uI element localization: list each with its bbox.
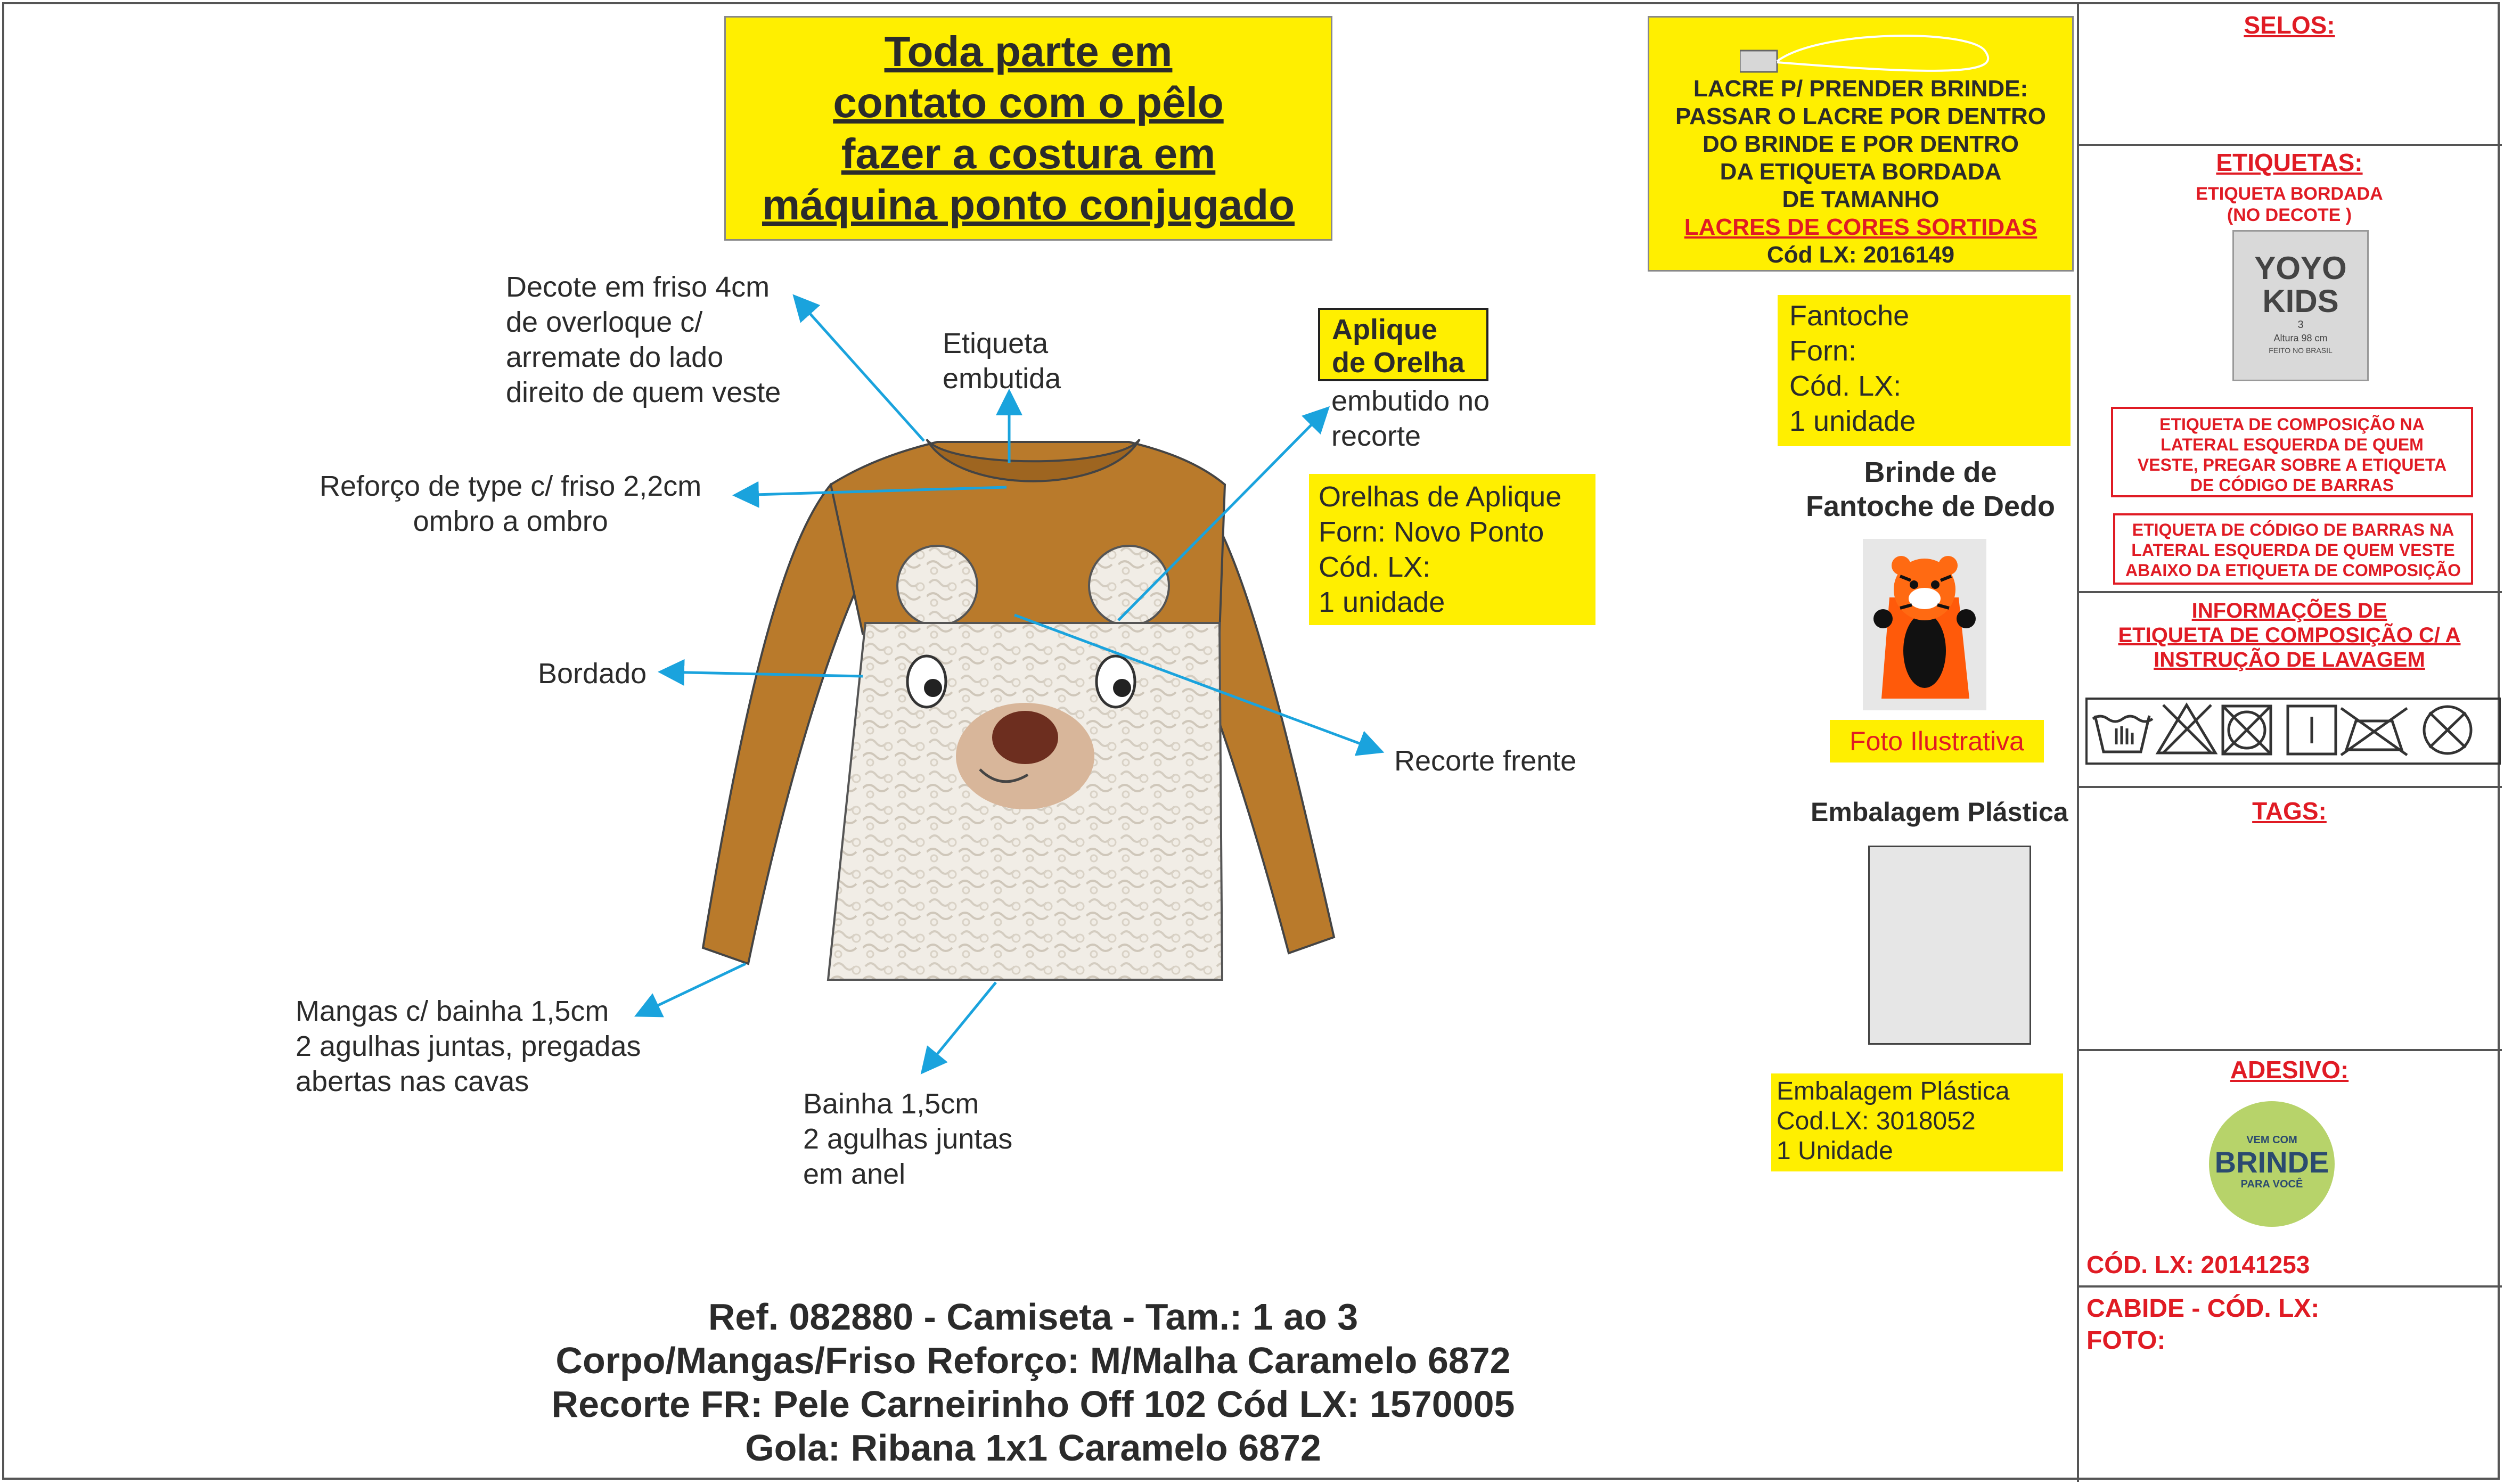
note-line: de overloque c/ (506, 306, 703, 338)
note-line: Bainha 1,5cm (803, 1088, 979, 1120)
aplique-title: de Orelha (1332, 347, 1465, 379)
composicao-line: DE CÓDIGO DE BARRAS (2190, 475, 2394, 495)
embalagem-line: 1 Unidade (1777, 1137, 1893, 1165)
adesivo-title: ADESIVO: (2230, 1056, 2349, 1084)
composicao-line: LATERAL ESQUERDA DE QUEM (2161, 435, 2424, 454)
sticker-line: BRINDE (2214, 1145, 2329, 1179)
note-line: Etiqueta (943, 327, 1049, 359)
adesivo-code: CÓD. LX: 20141253 (2086, 1251, 2310, 1278)
note-line: Decote em friso 4cm (506, 271, 770, 303)
lacre-line: DO BRINDE E POR DENTRO (1702, 131, 2019, 157)
note-line: recorte (1331, 420, 1421, 452)
spec-line: Corpo/Mangas/Friso Reforço: M/Malha Caramelo 6872 (555, 1340, 1511, 1381)
etiqueta-bordada-line: (NO DECOTE ) (2227, 205, 2352, 225)
note-aplique (1331, 383, 1490, 454)
note-line: Reforço de type c/ friso 2,2cm (320, 470, 702, 502)
note-decote (506, 269, 781, 410)
sticker-line: VEM COM (2246, 1134, 2297, 1146)
barras-box (2113, 513, 2473, 585)
orelhas-line: Cód. LX: (1319, 551, 1431, 583)
line-dry-icon (2288, 706, 2336, 754)
etiqueta-bordada-line: ETIQUETA BORDADA (2196, 184, 2383, 204)
embalagem-line: Embalagem Plástica (1777, 1077, 2010, 1105)
informacoes-title (2079, 598, 2500, 672)
embalagem-info-box (1771, 1073, 2063, 1171)
note-bainha (803, 1086, 1012, 1192)
orelhas-line: 1 unidade (1319, 586, 1445, 618)
no-bleach-icon (2158, 705, 2215, 753)
no-tumble-dry-icon (2223, 706, 2271, 754)
brinde-title (1773, 455, 2088, 523)
headline-line: Toda parte em (884, 28, 1173, 75)
orelhas-line: Orelhas de Aplique (1319, 481, 1562, 513)
note-reforco (320, 469, 701, 539)
barras-line: LATERAL ESQUERDA DE QUEM VESTE (2131, 540, 2455, 560)
embalagem-line: Cod.LX: 3018052 (1777, 1107, 1976, 1135)
tags-title: TAGS: (2252, 797, 2327, 825)
brinde-line: Brinde de (1864, 456, 1997, 488)
note-line: embutido no (1331, 385, 1490, 417)
selos-title: SELOS: (2244, 11, 2335, 39)
composicao-line: VESTE, PREGAR SOBRE A ETIQUETA (2137, 455, 2447, 474)
label-height: Altura 98 cm (2273, 333, 2328, 343)
note-mangas (296, 994, 641, 1099)
fantoche-line: Forn: (1789, 335, 1857, 367)
headline-line: fazer a costura em (841, 130, 1216, 177)
informacoes-line: INSTRUÇÃO DE LAVAGEM (2154, 648, 2425, 671)
note-line: Mangas c/ bainha 1,5cm (296, 995, 609, 1027)
brinde-sticker (2209, 1101, 2335, 1227)
orelhas-box (1309, 474, 1595, 625)
note-line: arremate do lado (506, 341, 724, 373)
informacoes-line: INFORMAÇÕES DE (2191, 599, 2387, 622)
orelhas-line: Forn: Novo Ponto (1319, 516, 1544, 548)
lacre-tag-icon (1740, 29, 2059, 83)
etiquetas-title: ETIQUETAS: (2216, 149, 2363, 176)
note-line: em anel (803, 1158, 906, 1190)
cabide-block (2086, 1293, 2319, 1357)
brand-line: KIDS (2262, 283, 2339, 319)
spec-line: Recorte FR: Pele Carneirinho Off 102 Cód LX: 1570005 (551, 1383, 1515, 1425)
puppet-photo (1863, 539, 1986, 710)
embalagem-image (1868, 846, 2031, 1045)
lacre-line: DE TAMANHO (1782, 186, 1940, 212)
no-iron-icon (2341, 708, 2407, 755)
label-size: 3 (2297, 319, 2304, 331)
note-line: 2 agulhas juntas (803, 1123, 1013, 1155)
fantoche-line: Fantoche (1789, 300, 1910, 332)
note-recorte: Recorte frente (1394, 745, 1577, 777)
divider-tags (2077, 1049, 2502, 1051)
barras-line: ABAIXO DA ETIQUETA DE COMPOSIÇÃO (2125, 561, 2461, 580)
divider-etiquetas (2077, 591, 2502, 593)
fantoche-line: 1 unidade (1789, 405, 1916, 437)
foto-ilustrativa: Foto Ilustrativa (1830, 720, 2044, 763)
brand-label (2232, 230, 2369, 381)
no-dry-clean-icon (2424, 707, 2471, 753)
lacre-red: LACRES DE CORES SORTIDAS (1684, 214, 2037, 240)
lacre-line: PASSAR O LACRE POR DENTRO (1675, 103, 2046, 129)
note-bordado: Bordado (538, 658, 647, 690)
aplique-title: Aplique (1332, 314, 1437, 346)
etiqueta-bordada (2079, 183, 2500, 226)
note-line: embutida (943, 363, 1061, 395)
cabide-label: CABIDE - CÓD. LX: (2086, 1294, 2320, 1323)
brand-line: YOYO (2254, 250, 2347, 286)
divider-selos (2077, 144, 2502, 146)
note-line: ombro a ombro (413, 505, 608, 537)
lacre-line: LACRE P/ PRENDER BRINDE: (1693, 76, 2028, 102)
informacoes-line: ETIQUETA DE COMPOSIÇÃO C/ A (2118, 624, 2461, 647)
lacre-box (1648, 16, 2074, 272)
sticker-line: PARA VOCÊ (2240, 1178, 2303, 1190)
note-line: direito de quem veste (506, 376, 781, 408)
fantoche-box (1778, 295, 2071, 446)
brinde-line: Fantoche de Dedo (1805, 490, 2056, 522)
embalagem-title: Embalagem Plástica (1811, 797, 2068, 827)
composicao-box (2111, 407, 2473, 497)
barras-line: ETIQUETA DE CÓDIGO DE BARRAS NA (2132, 520, 2454, 539)
fantoche-line: Cód. LX: (1789, 370, 1902, 402)
wash-hand-icon (2093, 716, 2153, 752)
care-symbols (2085, 698, 2501, 765)
note-etiqueta (943, 326, 1061, 396)
spec-line: Gola: Ribana 1x1 Caramelo 6872 (745, 1427, 1321, 1469)
aplique-title-box (1318, 308, 1488, 381)
lacre-code: Cód LX: 2016149 (1766, 242, 1955, 268)
note-line: 2 agulhas juntas, pregadas (296, 1030, 641, 1062)
headline-line: máquina ponto conjugado (762, 181, 1295, 228)
foto-label: FOTO: (2086, 1326, 2166, 1355)
label-made: FEITO NO BRASIL (2269, 346, 2333, 355)
divider-informacoes (2077, 786, 2502, 788)
composicao-line: ETIQUETA DE COMPOSIÇÃO NA (2159, 415, 2425, 434)
divider-adesivo (2077, 1285, 2502, 1288)
headline-line: contato com o pêlo (833, 79, 1224, 126)
note-line: abertas nas cavas (296, 1065, 529, 1097)
lacre-line: DA ETIQUETA BORDADA (1720, 159, 2002, 185)
spec-block (394, 1295, 1672, 1470)
spec-line: Ref. 082880 - Camiseta - Tam.: 1 ao 3 (708, 1296, 1359, 1338)
